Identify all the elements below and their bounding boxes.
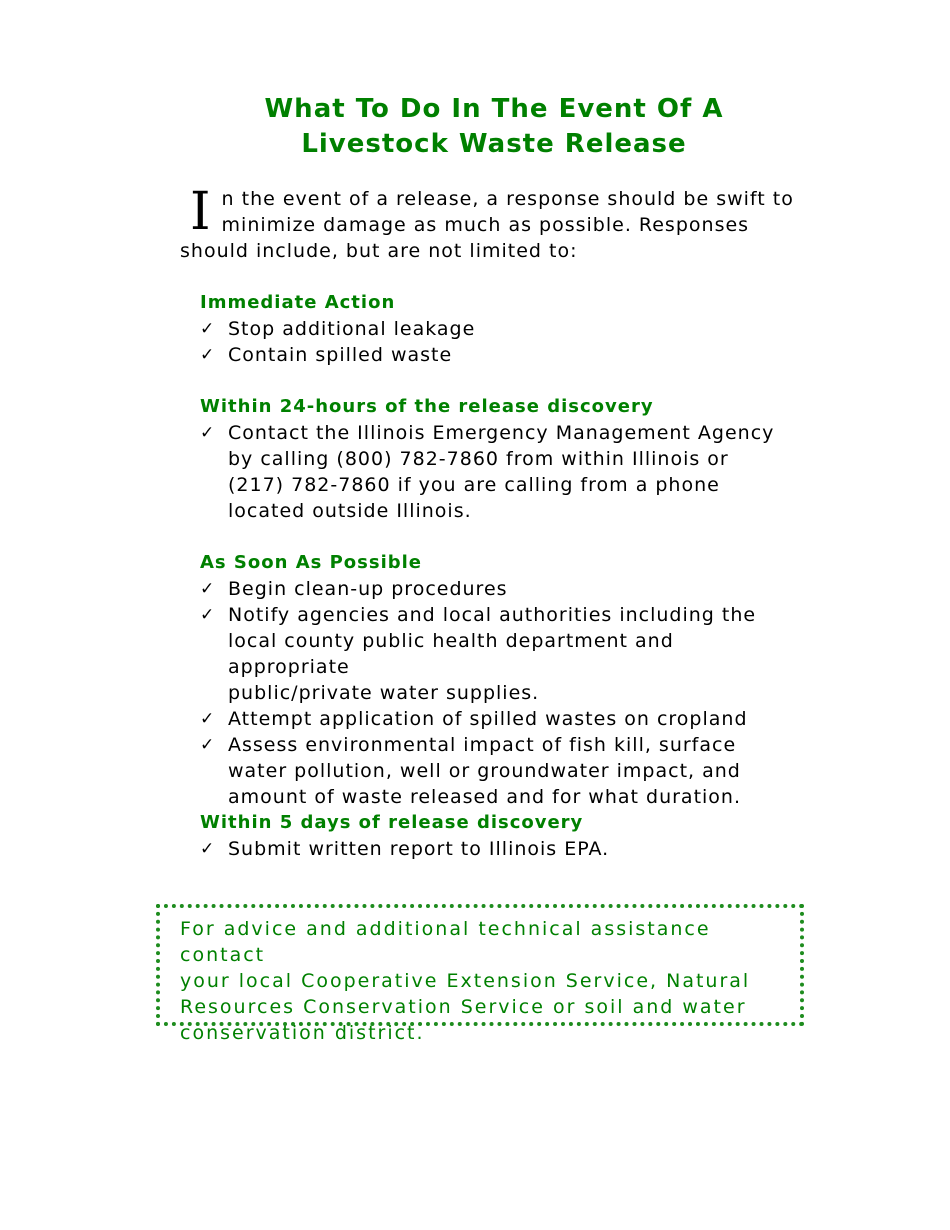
intro-line-1: n the event of a release, a response should be swift to (221, 188, 794, 210)
section-heading: As Soon As Possible (200, 552, 423, 573)
item-line: (217) 782-7860 if you are calling from a phone (228, 474, 720, 496)
advice-line-2: your local Cooperative Extension Service, Natural (180, 970, 751, 992)
drop-cap: I (190, 182, 212, 242)
check-icon: ✓ (200, 605, 216, 625)
check-icon: ✓ (200, 735, 216, 755)
list-item (200, 342, 800, 368)
item-text: Stop additional leakage (228, 318, 476, 340)
page-title (0, 92, 950, 162)
check-icon: ✓ (200, 423, 216, 443)
advice-box (156, 904, 804, 1044)
item-line: local county public health department and appropriate (228, 630, 674, 678)
intro-line-3: should include, but are not limited to: (180, 240, 578, 262)
item-line: Contact the Illinois Emergency Management Agency (228, 422, 775, 444)
check-icon: ✓ (200, 709, 216, 729)
check-icon: ✓ (200, 319, 216, 339)
section-heading: Immediate Action (200, 292, 396, 313)
list-item (200, 420, 800, 524)
checklist (200, 420, 800, 524)
advice-line-4: conservation district. (180, 1022, 425, 1044)
check-icon: ✓ (200, 579, 216, 599)
check-icon: ✓ (200, 345, 216, 365)
list-item (200, 706, 800, 732)
item-line: amount of waste released and for what duration. (228, 786, 742, 808)
advice-line-1: For advice and additional technical assistance contact (180, 918, 711, 966)
section-heading: Within 24-hours of the release discovery (200, 396, 654, 417)
list-item (200, 316, 800, 342)
item-line: Attempt application of spilled wastes on cropland (228, 708, 748, 730)
list-item (200, 836, 800, 862)
item-line: by calling (800) 782-7860 from within Illinois or (228, 448, 729, 470)
item-line: Begin clean-up procedures (228, 578, 508, 600)
section-immediate-action (200, 290, 800, 368)
item-line: Submit written report to Illinois EPA. (228, 838, 610, 860)
intro-paragraph (180, 182, 802, 264)
item-line: public/private water supplies. (228, 682, 540, 704)
item-line: Assess environmental impact of fish kill, surface (228, 734, 737, 756)
item-line: water pollution, well or groundwater impact, and (228, 760, 741, 782)
title-line-2: Livestock Waste Release (301, 129, 687, 159)
list-item (200, 602, 800, 706)
title-line-1: What To Do In The Event Of A (264, 94, 724, 124)
checklist (200, 576, 800, 810)
advice-line-3: Resources Conservation Service or soil and water (180, 996, 747, 1018)
checklist (200, 836, 800, 862)
check-icon: ✓ (200, 839, 216, 859)
intro-line-2: minimize damage as much as possible. Responses (221, 214, 750, 236)
list-item (200, 732, 800, 810)
advice-text (180, 916, 786, 1046)
section-heading: Within 5 days of release discovery (200, 812, 584, 833)
section-within-24-hours (200, 394, 800, 524)
item-text: Contain spilled waste (228, 344, 453, 366)
item-line: located outside Illinois. (228, 500, 472, 522)
section-within-5-days (200, 810, 800, 862)
list-item (200, 576, 800, 602)
checklist (200, 316, 800, 368)
item-line: Notify agencies and local authorities including the (228, 604, 757, 626)
section-as-soon-as-possible (200, 550, 800, 810)
